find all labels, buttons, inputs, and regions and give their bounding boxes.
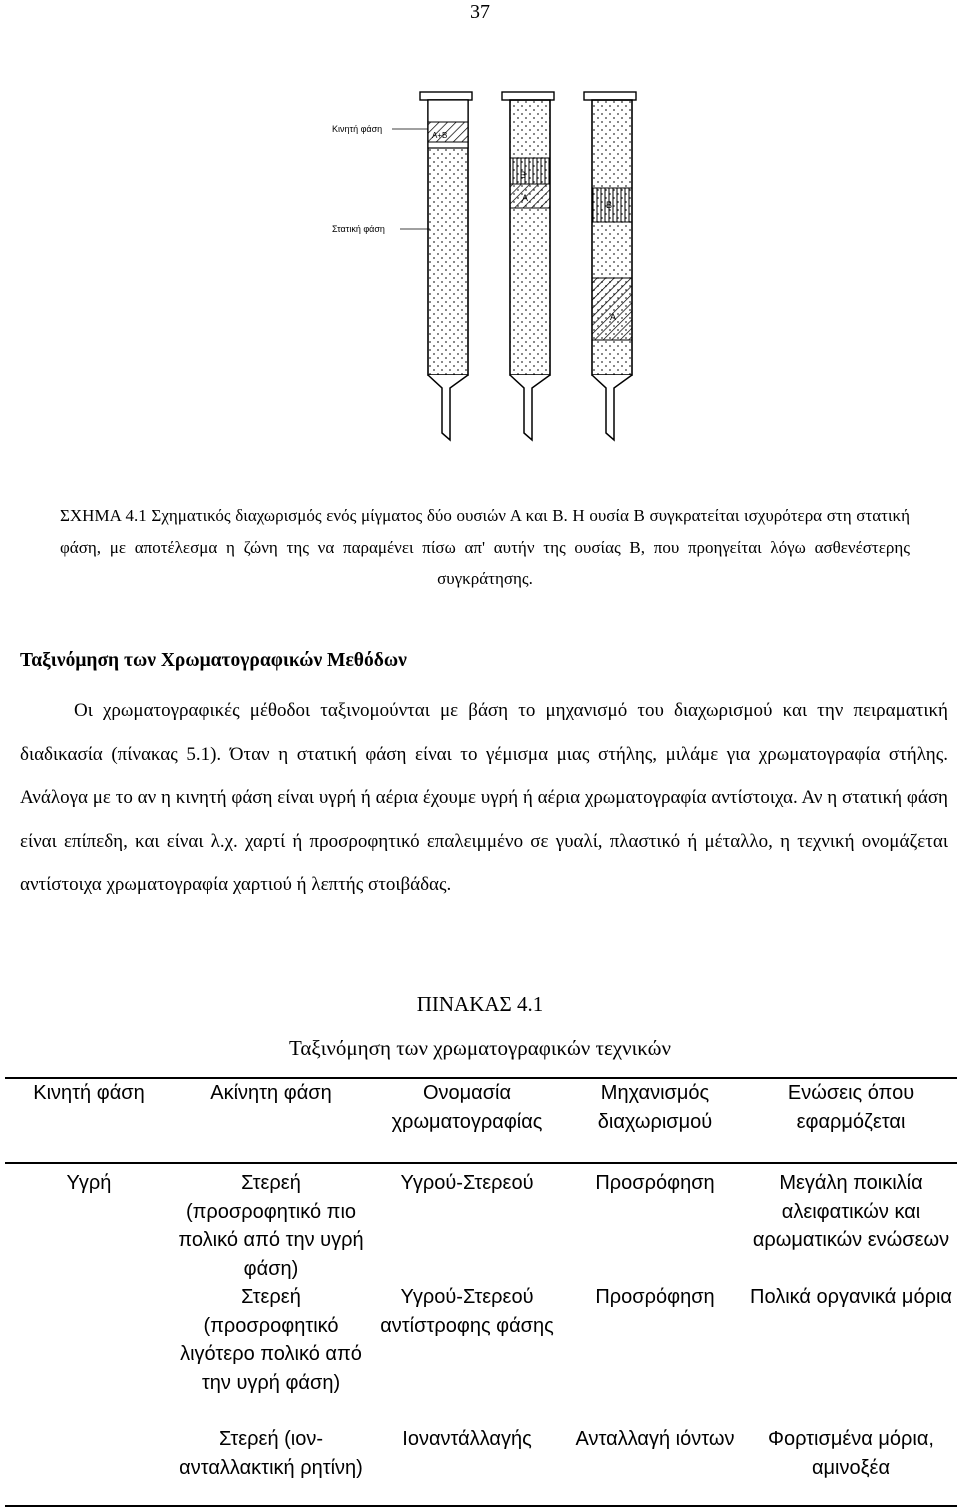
table-header-mechanism: Μηχανισμός διαχωρισμού xyxy=(597,1082,713,1133)
table-header-compounds: Ενώσεις όπου εφαρμόζεται xyxy=(787,1082,915,1133)
classification-table xyxy=(5,1077,957,1507)
table-cell: Ιοναντάλλαγής xyxy=(402,1428,532,1450)
table-label: ΠΙΝΑΚΑΣ 4.1 xyxy=(416,992,544,1016)
table-header-stationary-phase: Ακίνητη φάση xyxy=(210,1082,332,1104)
chromatography-columns-figure xyxy=(320,88,660,448)
table-header-technique-name: Ονομασία χρωματογραφίας xyxy=(391,1082,543,1133)
body-paragraph: Οι χρωματογραφικές μέθοδοι ταξινομούνται με βάση το μηχανισμό του διαχωρισμού και την πειραματική διαδικασία (πίνακας 5.1). Όταν η στατική φάση είναι το γέμισμα μιας στήλης, μιλάμε για χρωματογραφία στήλης. Ανάλογα με το αν η κινητή φάση είναι υγρή ή αέρια έχουμε υγρή ή αέρια χρωματογραφία αντίστοιχα. Αν η στατική φάση είναι επίπεδη, και είναι λ.χ. χαρτί ή προσροφητικό επαλειμμένο σε γυαλί, πλαστικό ή μέταλλο, η τεχνική ονομάζεται αντίστοιχα χρωματογραφία χαρτιού ή λεπτής στοιβάδας. xyxy=(20,700,948,895)
column-3 xyxy=(584,92,636,440)
figure-caption: ΣΧΗΜΑ 4.1 Σχηματικός διαχωρισμός ενός μίγματος δύο ουσιών Α και Β. Η ουσία Β συγκρατείται ισχυρότερα στη στατική φάση, με αποτέλεσμα η ζώνη της να παραμένει πίσω απ' αυτήν της ουσίας Β, που προηγείται λόγω ασθενέστερης συγκράτησης. xyxy=(60,506,910,588)
columns-illustration xyxy=(320,88,660,448)
column-2 xyxy=(502,92,554,440)
table-cell-mobile-phase: Υγρή xyxy=(66,1172,112,1194)
table-header-rule xyxy=(5,1162,957,1164)
table-cell: Πολικά οργανικά μόρια xyxy=(750,1286,952,1308)
band-a-label-col2: A xyxy=(522,193,529,203)
band-ab-label: A+B xyxy=(432,131,448,140)
table-cell: Στερεή (προσροφητικό πιο πολικό από την υγρή φάση) xyxy=(178,1172,364,1280)
table-cell: Μεγάλη ποικιλία αλειφατικών και αρωματικών ενώσεων xyxy=(752,1172,950,1251)
table-cell: Ανταλλαγή ιόντων xyxy=(575,1428,735,1450)
table-cell: Στερεή (προσροφητικό λιγότερο πολικό από την υγρή φάση) xyxy=(180,1286,362,1394)
table-cell: Προσρόφηση xyxy=(595,1286,715,1308)
table-cell: Στερεή (ιον-ανταλλακτική ρητίνη) xyxy=(179,1428,363,1479)
table-cell: Υγρού-Στερεού xyxy=(400,1172,534,1194)
table-cell: Φορτισμένα μόρια, αμινοξέα xyxy=(767,1428,934,1479)
page-number: 37 xyxy=(470,1,490,23)
table-cell: Υγρού-Στερεού αντίστροφης φάσης xyxy=(380,1286,554,1337)
band-b-label-col2: B xyxy=(520,170,527,180)
band-a-label-col3: A xyxy=(610,312,617,322)
table-title: Ταξινόμηση των χρωματογραφικών τεχνικών xyxy=(289,1036,671,1060)
column-1 xyxy=(420,92,472,440)
stationary-phase-label: Στατική φάση xyxy=(332,224,385,234)
band-b-label-col3: B xyxy=(606,200,613,210)
table-cell: Προσρόφηση xyxy=(595,1172,715,1194)
table-header-mobile-phase: Κινητή φάση xyxy=(33,1082,145,1104)
table-bottom-rule xyxy=(5,1505,957,1507)
mobile-phase-label: Κινητή φάση xyxy=(332,124,383,134)
section-heading: Ταξινόμηση των Χρωματογραφικών Μεθόδων xyxy=(20,650,407,671)
